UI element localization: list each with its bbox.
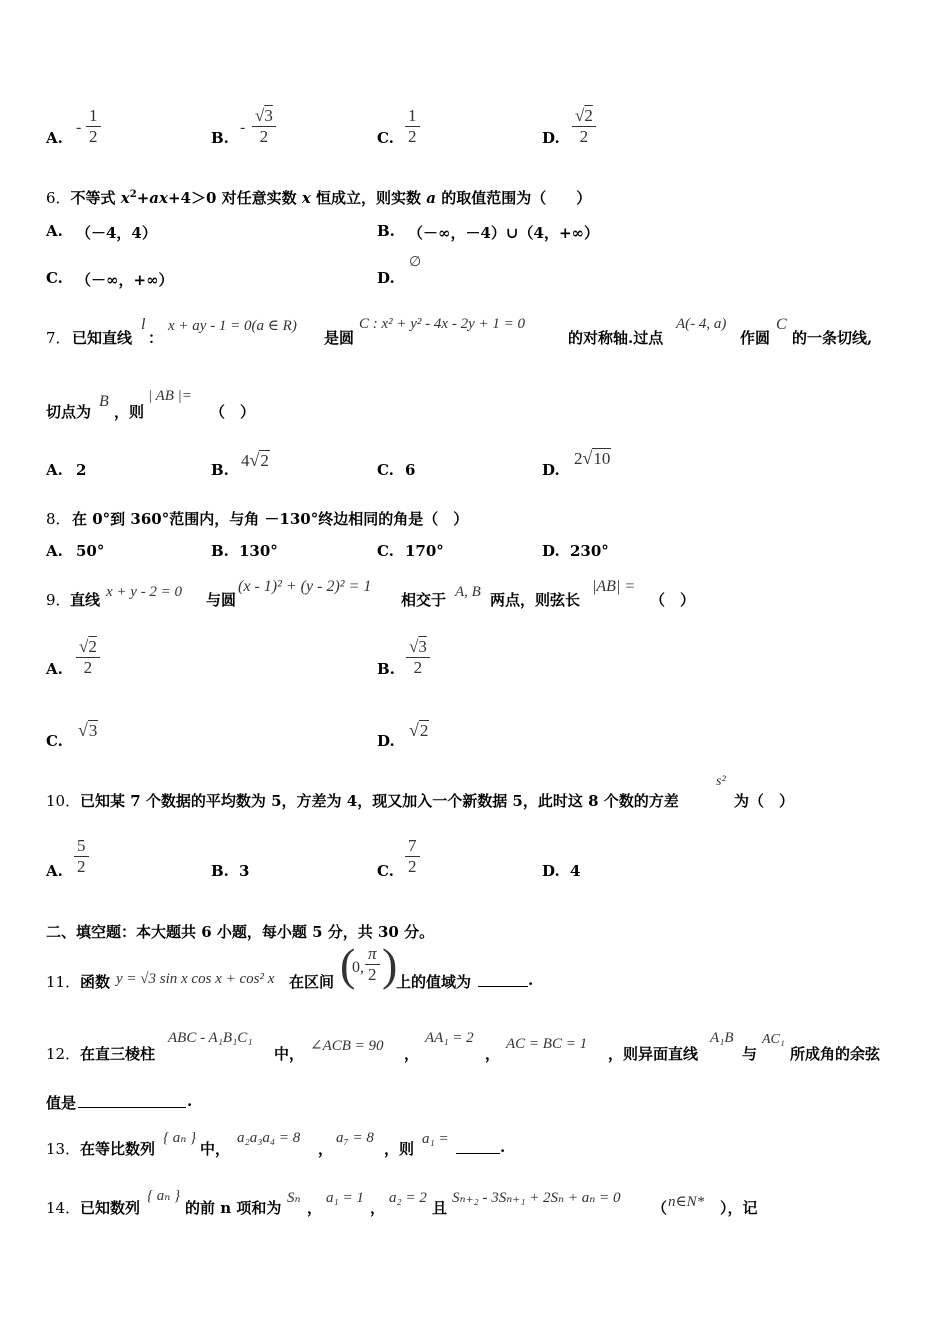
q9-line-equation: x + y - 2 = 0 [106,584,183,600]
q12-text-2: 中， [274,1045,305,1063]
q10-tail: 为（ ） [734,792,795,810]
q6-option-d-label: D. [377,269,395,287]
q6-stem: 6．不等式 $x^2+ax+4>0$ 对任意实数 x 恒成立，则实数 a 的取值范围为（ ） [46,189,592,207]
q14-number: 14． [46,1199,81,1217]
q5-option-a-fraction: $\frac{1}{2}$ [86,106,101,147]
q11-text-3: 上的值域为 [396,973,472,991]
q14-n-in-naturals: n∈N* [668,1194,705,1210]
q6-option-b-text: （－∞，－4）∪（4，+∞） [408,224,600,242]
q13-sequence: { aₙ } [163,1130,197,1146]
q14-text-5: 且 [432,1199,448,1217]
q6-option-a-label: A. [46,222,63,240]
q10-option-d-label: D. [542,862,560,880]
q6-option-b-label: B. [377,222,395,240]
q12-text-6: 与 [742,1045,758,1063]
q11-answer-blank[interactable] [478,972,528,987]
q7-circle-c: C [776,316,787,333]
q5-option-a-sign: - [76,119,82,136]
q12-text-1: 在直三棱柱 [80,1045,156,1063]
q11-text-1: 函数 [80,973,111,991]
q12-number: 12． [46,1045,81,1063]
q12-ac1: AC₁ [762,1032,785,1047]
q5-option-a-label: A. [46,129,63,147]
q14-text-4: ， [370,1199,386,1217]
q14-a1: a₁ = 1 [326,1190,364,1206]
q7-text-3: 是圆 [324,329,355,347]
q13-product: a₂a₃a₄ = 8 [237,1130,301,1146]
q12-prism: ABC - A₁B₁C₁ [168,1030,253,1046]
q9-text-4: 两点，则弦长 [490,591,581,609]
q7-number: 7． [46,329,71,347]
q13-text-1: 在等比数列 [80,1140,156,1158]
q8-number: 8． [46,510,71,528]
q7-point-b: B [99,393,109,410]
q13-number: 13． [46,1140,81,1158]
q12-angle: ∠ACB = 90 [310,1038,384,1054]
q11-number: 11． [46,973,81,991]
q14-text-2: 的前 n 项和为 [185,1199,282,1217]
q9-text-1: 直线 [70,591,101,609]
q13-answer-blank[interactable] [456,1139,500,1154]
q10-option-b-label: B. [211,862,229,880]
q9-option-b-fraction: $\frac{√3}{2}$ [406,637,430,678]
q7-option-a-label: A. [46,461,63,479]
q10-option-c-fraction: $\frac{7}{2}$ [405,836,420,877]
q7-text-4: 的对称轴.过点 [568,329,664,347]
q10-option-c-label: C. [377,862,394,880]
q11-left-paren: ( [340,939,356,990]
q12-text-9: . [187,1092,193,1110]
q11-right-paren: ) [382,939,398,990]
q10-option-a-label: A. [46,862,63,880]
q5-option-b-fraction: $\frac{√3}{2}$ [252,106,276,147]
q12-text-5: ，则异面直线 [608,1045,699,1063]
q14-text-7: ），记 [720,1199,758,1217]
q7-text-6: 的一条切线, [792,329,873,347]
q9-option-a-fraction: $\frac{√2}{2}$ [76,637,100,678]
q13-a7: a₇ = 8 [336,1130,374,1146]
q11-function: y = √3 sin x cos x + cos² x [116,971,275,987]
q7-ab-expression: | AB |= [148,388,192,404]
q5-option-c-label: C. [377,129,394,147]
q5-option-b-sign: - [240,119,246,136]
q7-option-c-label: C. [377,461,394,479]
q9-text-5: （ ） [650,591,696,609]
q8-option-d-label: D. [542,542,560,560]
q7-text-8: ，则 [114,403,145,421]
q7-text-5: 作圆 [740,329,771,347]
q8-option-c-label: C. [377,542,394,560]
q9-option-d-radical: √2 [409,720,429,740]
q7-circle-equation: C : x² + y² - 4x - 2y + 1 = 0 [359,316,525,332]
q8-option-a-label: A. [46,542,63,560]
q9-circle-equation: (x - 1)² + (y - 2)² = 1 [238,578,372,595]
q12-text-3: ， [404,1045,420,1063]
q12-text-8: 值是 [46,1094,77,1112]
q13-a1: a₁ = [422,1131,449,1147]
q8-option-b-label: B. [211,542,229,560]
q12-ac-bc: AC = BC = 1 [506,1036,588,1052]
q10-option-d-text: 4 [570,862,581,880]
q9-option-d-label: D. [377,732,395,750]
q10-option-a-fraction: $\frac{5}{2}$ [74,836,89,877]
q13-text-4: ，则 [384,1140,415,1158]
section-2-title: 二、填空题：本大题共 6 小题，每小题 5 分，共 30 分。 [46,923,435,941]
q14-sn: Sₙ [287,1190,301,1206]
q7-option-b-radical: 4√2 [241,450,269,470]
q11-interval-fraction: $\frac{\pi}{2}$ [365,944,380,985]
q6-option-c-label: C. [46,269,63,287]
q8-option-b-text: 130° [239,542,278,560]
q14-recurrence: Sₙ₊₂ - 3Sₙ₊₁ + 2Sₙ + aₙ = 0 [452,1190,621,1206]
q14-text-3: ， [307,1199,323,1217]
q14-sequence: { aₙ } [147,1188,181,1204]
q13-text-3: ， [318,1140,334,1158]
q14-a2: a₂ = 2 [389,1190,427,1206]
q9-text-2: 与圆 [206,591,237,609]
q12-text-4: ， [485,1045,501,1063]
q9-number: 9． [46,591,71,609]
q14-text-1: 已知数列 [80,1199,141,1217]
q11-interval-left: 0, [352,959,364,976]
q7-option-a-text: 2 [76,461,87,479]
q7-option-d-radical: 2√10 [574,448,611,468]
q8-option-c-text: 170° [405,542,444,560]
q12-answer-blank[interactable] [78,1093,186,1108]
q10-number: 10． [46,792,81,810]
q5-option-d-fraction: $\frac{√2}{2}$ [572,106,596,147]
q5-option-d-label: D. [542,129,560,147]
q12-aa1: AA₁ = 2 [425,1030,474,1046]
q7-text-2: ： [148,329,164,347]
q11-text-4: . [528,971,534,989]
q10-variance-symbol: s² [716,774,726,789]
q13-text-5: . [500,1138,506,1156]
q7-point-a: A(- 4, a) [676,316,727,332]
q9-text-3: 相交于 [401,591,447,609]
q7-text-1: 已知直线 [72,329,133,347]
q10-stem: 已知某 7 个数据的平均数为 5，方差为 4，现又加入一个新数据 5，此时这 8 个数的方差 [80,792,679,810]
q10-option-b-text: 3 [239,862,250,880]
q9-option-a-label: A. [46,660,63,678]
q6-option-d-text: ∅ [409,255,422,270]
q7-option-c-text: 6 [405,461,416,479]
q9-option-c-label: C. [46,732,63,750]
q8-stem: 在 0°到 360°范围内，与角 －130°终边相同的角是（ ） [72,510,469,528]
q7-text-7: 切点为 [46,403,92,421]
q5-option-c-fraction: $\frac{1}{2}$ [405,106,420,147]
q13-text-2: 中， [200,1140,231,1158]
q6-option-a-text: （－4，4） [76,224,157,242]
q7-text-9: （ ） [210,403,256,421]
q7-option-b-label: B. [211,461,229,479]
q9-option-b-label: B. [377,660,395,678]
q9-option-c-radical: √3 [78,720,98,740]
q9-points: A, B [455,584,481,600]
q12-text-7: 所成角的余弦 [790,1045,881,1063]
q5-option-b-label: B. [211,129,229,147]
q6-option-c-text: （－∞，+∞） [76,271,174,289]
q11-text-2: 在区间 [289,973,335,991]
q12-a1b: A₁B [710,1030,734,1046]
q7-line-l: l [141,316,146,333]
q14-text-6: （ [652,1199,668,1217]
q7-line-equation: x + ay - 1 = 0(a ∈ R) [168,318,297,334]
q7-option-d-label: D. [542,461,560,479]
q8-option-d-text: 230° [570,542,609,560]
q9-ab-expression: |AB| = [592,578,636,595]
q8-option-a-text: 50° [76,542,105,560]
